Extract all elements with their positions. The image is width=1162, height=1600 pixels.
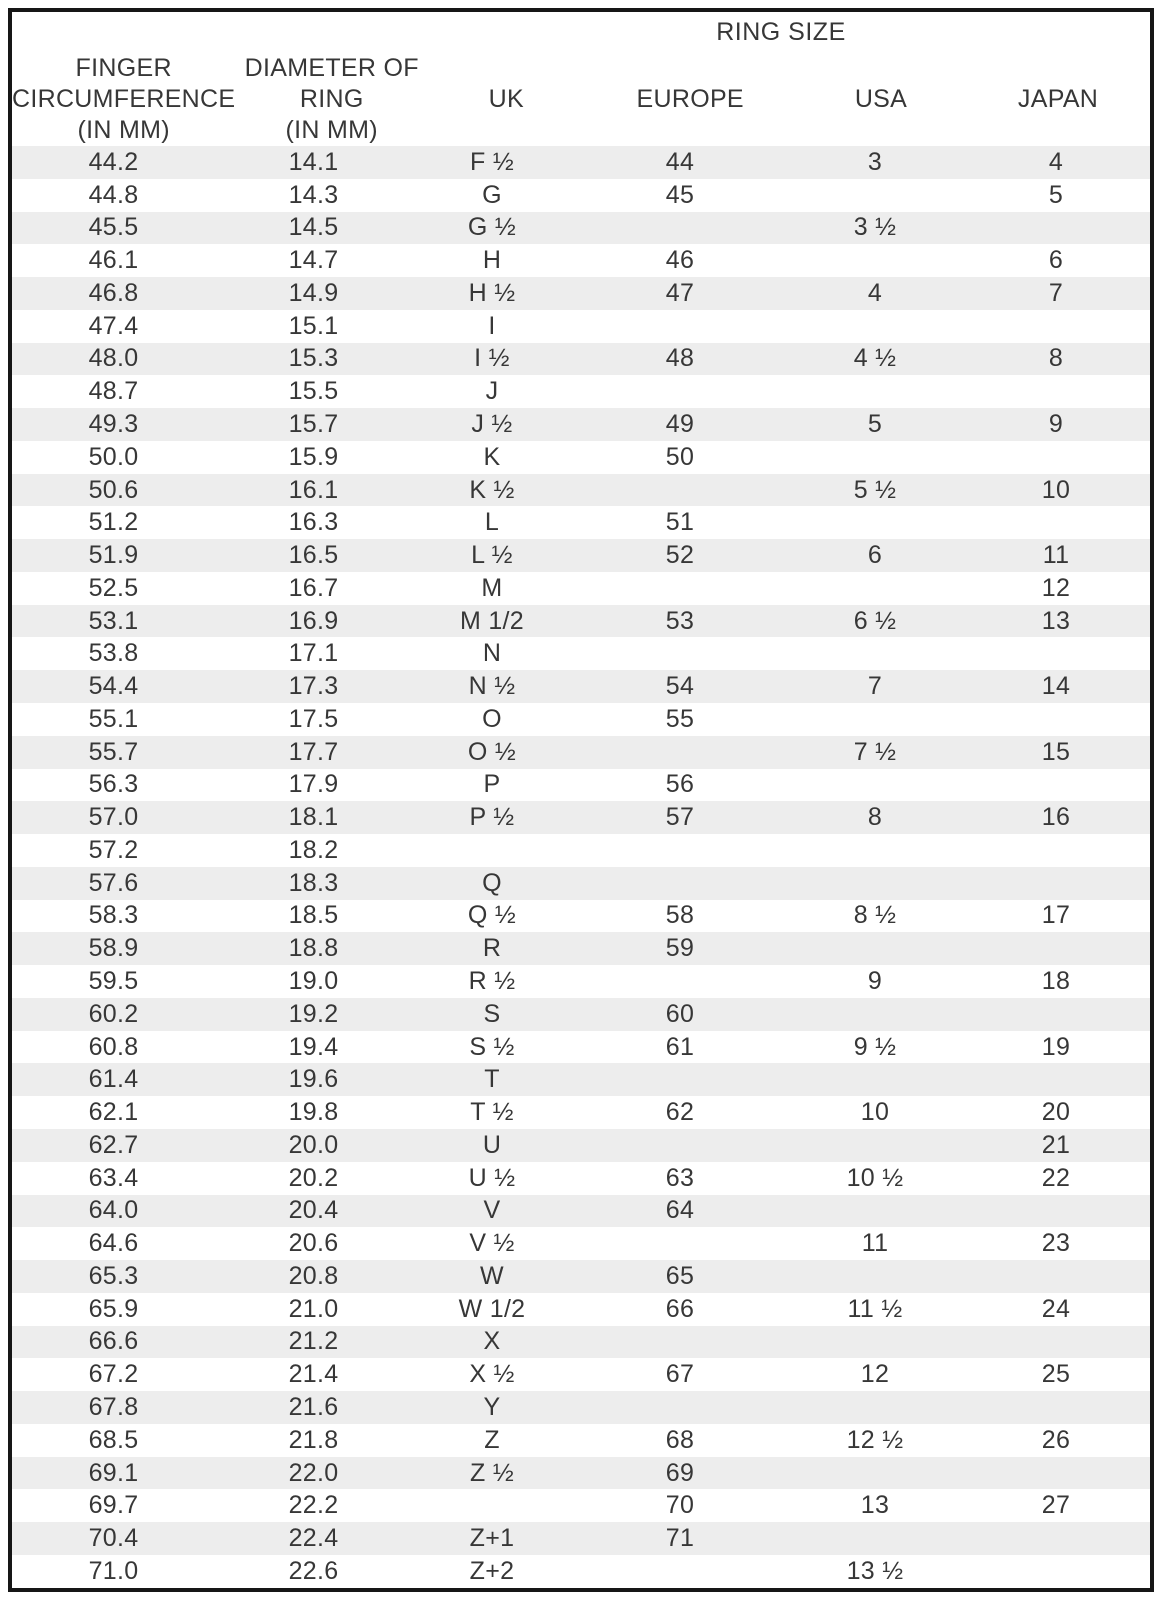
cell-uk-size: J — [485, 377, 499, 406]
cell-finger-circumference: 45.5 — [88, 213, 139, 242]
cell-uk-size: W 1/2 — [458, 1294, 526, 1323]
cell-europe-size: 44 — [665, 147, 695, 176]
cell-japan-size: 16 — [1041, 803, 1071, 832]
cell-uk-size: G ½ — [467, 213, 517, 242]
cell-ring-diameter: 14.3 — [288, 180, 339, 209]
cell-japan-size: 20 — [1041, 1098, 1071, 1127]
cell-ring-diameter: 17.3 — [288, 672, 339, 701]
cell-finger-circumference: 62.1 — [88, 1098, 139, 1127]
cell-europe-size: 57 — [665, 803, 695, 832]
cell-japan-size: 13 — [1041, 606, 1071, 635]
cell-ring-diameter: 16.9 — [288, 606, 339, 635]
cell-finger-circumference: 48.7 — [88, 377, 139, 406]
table-row — [12, 1031, 1150, 1064]
cell-europe-size: 69 — [665, 1458, 695, 1487]
cell-finger-circumference: 68.5 — [88, 1425, 139, 1454]
cell-finger-circumference: 71.0 — [88, 1556, 139, 1585]
column-header-line: USA — [854, 84, 908, 113]
cell-usa-size: 7 — [867, 672, 883, 701]
cell-finger-circumference: 55.1 — [88, 704, 139, 733]
cell-europe-size: 63 — [665, 1163, 695, 1192]
table-row — [12, 343, 1150, 376]
cell-uk-size: P — [483, 770, 501, 799]
cell-europe-size: 53 — [665, 606, 695, 635]
cell-uk-size: I — [488, 311, 496, 340]
cell-ring-diameter: 19.8 — [288, 1098, 339, 1127]
table-row — [12, 670, 1150, 703]
column-header-line: FINGER — [75, 53, 172, 82]
table-row — [12, 1555, 1150, 1588]
cell-uk-size: L — [484, 508, 500, 537]
table-row — [12, 637, 1150, 670]
cell-usa-size: 6 — [867, 541, 883, 570]
table-row — [12, 1260, 1150, 1293]
cell-finger-circumference: 55.7 — [88, 737, 139, 766]
cell-japan-size: 21 — [1041, 1130, 1071, 1159]
cell-ring-diameter: 21.2 — [288, 1327, 339, 1356]
cell-ring-diameter: 20.4 — [288, 1196, 339, 1225]
cell-europe-size: 59 — [665, 934, 695, 963]
column-header-line: EUROPE — [636, 84, 744, 113]
cell-europe-size: 54 — [665, 672, 695, 701]
table-row — [12, 867, 1150, 900]
table-row — [12, 1391, 1150, 1424]
cell-europe-size: 56 — [665, 770, 695, 799]
cell-europe-size: 64 — [665, 1196, 695, 1225]
column-header-line: JAPAN — [1017, 84, 1099, 113]
cell-usa-size: 5 — [867, 410, 883, 438]
cell-uk-size: T — [484, 1065, 500, 1094]
cell-japan-size: 27 — [1041, 1491, 1071, 1520]
cell-usa-size: 12 — [860, 1360, 890, 1389]
cell-usa-size: 3 — [867, 147, 883, 176]
cell-japan-size: 17 — [1041, 901, 1071, 930]
cell-ring-diameter: 14.1 — [288, 147, 339, 176]
cell-finger-circumference: 47.4 — [88, 311, 139, 340]
cell-uk-size: J ½ — [471, 410, 513, 438]
table-row — [12, 1293, 1150, 1326]
cell-usa-size: 12 ½ — [846, 1425, 904, 1454]
column-header-uk — [428, 84, 585, 115]
table-row — [12, 1227, 1150, 1260]
cell-japan-size: 9 — [1048, 410, 1064, 438]
cell-uk-size: V — [483, 1196, 501, 1225]
cell-ring-diameter: 20.8 — [288, 1261, 339, 1290]
column-header-line: UK — [488, 84, 524, 113]
table-row — [12, 932, 1150, 965]
cell-europe-size: 49 — [665, 410, 695, 438]
cell-europe-size: 60 — [665, 999, 695, 1028]
table-row — [12, 244, 1150, 277]
cell-ring-diameter: 15.9 — [288, 442, 339, 471]
cell-finger-circumference: 65.3 — [88, 1261, 139, 1290]
cell-europe-size: 70 — [665, 1491, 695, 1520]
cell-ring-diameter: 18.3 — [288, 868, 339, 897]
cell-uk-size: Q — [482, 868, 502, 897]
cell-finger-circumference: 67.8 — [88, 1392, 139, 1421]
cell-ring-diameter: 21.4 — [288, 1360, 339, 1389]
cell-finger-circumference: 62.7 — [88, 1130, 139, 1159]
cell-usa-size: 9 — [867, 967, 883, 996]
cell-usa-size: 10 — [860, 1098, 890, 1127]
table-row — [12, 179, 1150, 212]
cell-japan-size: 8 — [1048, 344, 1064, 373]
table-header — [12, 12, 1150, 146]
cell-uk-size: F ½ — [470, 147, 514, 176]
cell-ring-diameter: 15.3 — [288, 344, 339, 373]
cell-japan-size: 18 — [1041, 967, 1071, 996]
cell-europe-size: 45 — [665, 180, 695, 209]
cell-uk-size: S — [483, 999, 501, 1028]
cell-usa-size: 4 ½ — [853, 344, 897, 373]
cell-finger-circumference: 53.1 — [88, 606, 139, 635]
cell-europe-size: 67 — [665, 1360, 695, 1389]
cell-uk-size: M — [481, 573, 503, 602]
cell-japan-size: 4 — [1048, 147, 1064, 176]
table-row — [12, 965, 1150, 998]
page — [8, 8, 1154, 1592]
table-row — [12, 1063, 1150, 1096]
table-row — [12, 212, 1150, 245]
cell-ring-diameter: 19.2 — [288, 999, 339, 1028]
cell-ring-diameter: 17.9 — [288, 770, 339, 799]
cell-japan-size: 5 — [1048, 180, 1064, 209]
cell-ring-diameter: 15.7 — [288, 410, 339, 438]
cell-ring-diameter: 18.8 — [288, 934, 339, 963]
cell-finger-circumference: 52.5 — [88, 573, 139, 602]
table-row — [12, 1522, 1150, 1555]
cell-uk-size: K — [483, 442, 501, 471]
cell-europe-size: 68 — [665, 1425, 695, 1454]
cell-europe-size: 58 — [665, 901, 695, 930]
table-row — [12, 801, 1150, 834]
table-row — [12, 408, 1150, 441]
column-header-line: DIAMETER OF — [244, 53, 419, 82]
cell-ring-diameter: 19.4 — [288, 1032, 339, 1061]
table-row — [12, 1489, 1150, 1522]
cell-japan-size: 10 — [1041, 475, 1071, 504]
table-row — [12, 146, 1150, 179]
table-row — [12, 1096, 1150, 1129]
group-header-row — [12, 12, 1150, 52]
cell-uk-size: Z+2 — [469, 1556, 515, 1585]
cell-finger-circumference: 51.2 — [88, 508, 139, 537]
cell-finger-circumference: 60.8 — [88, 1032, 139, 1061]
table-row — [12, 1162, 1150, 1195]
cell-ring-diameter: 17.1 — [288, 639, 339, 668]
ring-size-group-header: RING SIZE — [716, 17, 846, 46]
cell-ring-diameter: 19.0 — [288, 967, 339, 996]
cell-ring-diameter: 20.2 — [288, 1163, 339, 1192]
cell-europe-size: 65 — [665, 1261, 695, 1290]
cell-europe-size: 66 — [665, 1294, 695, 1323]
cell-finger-circumference: 65.9 — [88, 1294, 139, 1323]
cell-uk-size: U — [482, 1130, 502, 1159]
cell-uk-size: U ½ — [468, 1163, 516, 1192]
cell-europe-size: 71 — [665, 1524, 695, 1553]
cell-ring-diameter: 18.2 — [288, 835, 339, 864]
cell-uk-size: R — [482, 934, 502, 963]
table-row — [12, 834, 1150, 867]
cell-finger-circumference: 46.8 — [88, 278, 139, 307]
cell-finger-circumference: 48.0 — [88, 344, 139, 373]
cell-uk-size: Q ½ — [467, 901, 517, 930]
cell-ring-diameter: 21.0 — [288, 1294, 339, 1323]
cell-japan-size: 6 — [1048, 246, 1064, 275]
cell-uk-size: X ½ — [469, 1360, 515, 1389]
cell-japan-size: 15 — [1041, 737, 1071, 766]
cell-uk-size: P ½ — [469, 803, 515, 832]
cell-europe-size: 55 — [665, 704, 695, 733]
cell-usa-size: 13 — [860, 1491, 890, 1520]
table-row — [12, 703, 1150, 736]
cell-uk-size: S ½ — [469, 1032, 515, 1061]
cell-finger-circumference: 46.1 — [88, 246, 139, 275]
cell-ring-diameter: 14.5 — [288, 213, 339, 242]
table-row — [12, 277, 1150, 310]
cell-ring-diameter: 17.7 — [288, 737, 339, 766]
cell-japan-size: 12 — [1041, 573, 1071, 602]
table-row — [12, 310, 1150, 343]
table-row — [12, 1358, 1150, 1391]
cell-ring-diameter: 15.1 — [288, 311, 339, 340]
cell-uk-size: T ½ — [470, 1098, 514, 1127]
cell-finger-circumference: 44.2 — [88, 147, 139, 176]
cell-japan-size: 11 — [1042, 541, 1070, 570]
cell-ring-diameter: 17.5 — [288, 704, 339, 733]
table-row — [12, 605, 1150, 638]
cell-japan-size: 7 — [1048, 278, 1064, 307]
cell-ring-diameter: 15.5 — [288, 377, 339, 406]
table-body — [12, 146, 1150, 1588]
table-row — [12, 1457, 1150, 1490]
column-header-ring-diameter — [235, 53, 428, 146]
cell-finger-circumference: 50.6 — [88, 475, 139, 504]
cell-finger-circumference: 58.3 — [88, 901, 139, 930]
column-header-usa — [796, 84, 966, 115]
cell-europe-size: 52 — [665, 541, 695, 570]
cell-europe-size: 50 — [665, 442, 695, 471]
cell-japan-size: 25 — [1041, 1360, 1071, 1389]
cell-finger-circumference: 63.4 — [88, 1163, 139, 1192]
column-header-line: (IN MM) — [77, 115, 170, 144]
cell-ring-diameter: 16.3 — [288, 508, 339, 537]
cell-finger-circumference: 70.4 — [88, 1524, 139, 1553]
cell-finger-circumference: 66.6 — [88, 1327, 139, 1356]
cell-ring-diameter: 16.1 — [288, 475, 339, 504]
table-row — [12, 769, 1150, 802]
cell-finger-circumference: 69.7 — [88, 1491, 139, 1520]
cell-europe-size: 46 — [665, 246, 695, 275]
cell-uk-size: X — [483, 1327, 501, 1356]
cell-europe-size: 51 — [665, 508, 695, 537]
cell-usa-size: 6 ½ — [853, 606, 897, 635]
cell-ring-diameter: 21.8 — [288, 1425, 339, 1454]
cell-japan-size: 23 — [1041, 1229, 1071, 1258]
cell-europe-size: 48 — [665, 344, 695, 373]
cell-finger-circumference: 67.2 — [88, 1360, 139, 1389]
column-headers-row — [12, 52, 1150, 146]
cell-uk-size: L ½ — [471, 541, 513, 570]
cell-ring-diameter: 16.5 — [288, 541, 339, 570]
cell-finger-circumference: 58.9 — [88, 934, 139, 963]
cell-europe-size: 62 — [665, 1098, 695, 1127]
cell-finger-circumference: 64.6 — [88, 1229, 139, 1258]
cell-usa-size: 7 ½ — [853, 737, 897, 766]
cell-uk-size: G — [482, 180, 502, 209]
cell-finger-circumference: 53.8 — [88, 639, 139, 668]
cell-uk-size: Z — [484, 1425, 500, 1454]
column-header-line: CIRCUMFERENCE — [12, 84, 236, 113]
cell-finger-circumference: 56.3 — [88, 770, 139, 799]
cell-usa-size: 13 ½ — [846, 1556, 904, 1585]
cell-uk-size: H — [482, 246, 502, 275]
cell-usa-size: 4 — [867, 278, 883, 307]
cell-usa-size: 5 ½ — [853, 475, 897, 504]
cell-uk-size: N ½ — [468, 672, 516, 701]
cell-ring-diameter: 18.5 — [288, 901, 339, 930]
cell-ring-diameter: 20.6 — [288, 1229, 339, 1258]
cell-usa-size: 11 — [861, 1229, 889, 1258]
cell-uk-size: Z ½ — [470, 1458, 514, 1487]
cell-uk-size: Z+1 — [469, 1524, 515, 1553]
cell-finger-circumference: 59.5 — [88, 967, 139, 996]
cell-ring-diameter: 22.4 — [288, 1524, 339, 1553]
cell-uk-size: M 1/2 — [459, 606, 525, 635]
cell-usa-size: 11 ½ — [847, 1294, 903, 1323]
cell-ring-diameter: 22.6 — [288, 1556, 339, 1585]
ring-size-conversion-table — [8, 8, 1154, 1592]
cell-ring-diameter: 21.6 — [288, 1392, 339, 1421]
cell-japan-size: 26 — [1041, 1425, 1071, 1454]
column-header-line: RING — [299, 84, 364, 113]
cell-usa-size: 8 — [867, 803, 883, 832]
cell-uk-size: V ½ — [469, 1229, 515, 1258]
table-row — [12, 736, 1150, 769]
column-header-finger-circumference — [12, 53, 235, 146]
cell-usa-size: 3 ½ — [853, 213, 897, 242]
cell-ring-diameter: 14.9 — [288, 278, 339, 307]
cell-japan-size: 14 — [1041, 672, 1071, 701]
cell-uk-size: W — [480, 1261, 504, 1290]
table-row — [12, 375, 1150, 408]
cell-uk-size: O ½ — [467, 737, 517, 766]
cell-europe-size: 61 — [665, 1032, 695, 1061]
cell-finger-circumference: 49.3 — [88, 410, 139, 438]
cell-ring-diameter: 16.7 — [288, 573, 339, 602]
cell-ring-diameter: 20.0 — [288, 1130, 339, 1159]
table-row — [12, 998, 1150, 1031]
cell-ring-diameter: 22.2 — [288, 1491, 339, 1520]
cell-finger-circumference: 50.0 — [88, 442, 139, 471]
cell-uk-size: H ½ — [468, 278, 516, 307]
cell-finger-circumference: 51.9 — [88, 541, 139, 570]
table-row — [12, 441, 1150, 474]
cell-finger-circumference: 57.0 — [88, 803, 139, 832]
cell-finger-circumference: 69.1 — [88, 1458, 139, 1487]
table-row — [12, 1424, 1150, 1457]
cell-japan-size: 19 — [1041, 1032, 1071, 1061]
cell-uk-size: Y — [483, 1392, 501, 1421]
cell-usa-size: 9 ½ — [853, 1032, 897, 1061]
cell-uk-size: N — [482, 639, 502, 668]
cell-uk-size: R ½ — [468, 967, 516, 996]
table-row — [12, 900, 1150, 933]
cell-finger-circumference: 64.0 — [88, 1196, 139, 1225]
cell-ring-diameter: 18.1 — [288, 803, 339, 832]
cell-japan-size: 24 — [1041, 1294, 1071, 1323]
table-row — [12, 1326, 1150, 1359]
cell-europe-size: 47 — [665, 278, 695, 307]
cell-ring-diameter: 22.0 — [288, 1458, 339, 1487]
cell-japan-size: 22 — [1041, 1163, 1071, 1192]
column-header-line: (IN MM) — [285, 115, 378, 144]
table-row — [12, 539, 1150, 572]
cell-uk-size: I ½ — [474, 344, 510, 373]
cell-ring-diameter: 19.6 — [288, 1065, 339, 1094]
table-row — [12, 1195, 1150, 1228]
table-row — [12, 474, 1150, 507]
cell-usa-size: 8 ½ — [853, 901, 897, 930]
cell-finger-circumference: 61.4 — [88, 1065, 139, 1094]
cell-usa-size: 10 ½ — [846, 1163, 904, 1192]
column-header-japan — [966, 84, 1150, 115]
cell-finger-circumference: 57.6 — [88, 868, 139, 897]
cell-finger-circumference: 57.2 — [88, 835, 139, 864]
table-row — [12, 1129, 1150, 1162]
table-row — [12, 572, 1150, 605]
cell-uk-size: O — [482, 704, 502, 733]
cell-finger-circumference: 54.4 — [88, 672, 139, 701]
column-header-europe — [585, 84, 796, 115]
cell-ring-diameter: 14.7 — [288, 246, 339, 275]
table-row — [12, 506, 1150, 539]
cell-finger-circumference: 60.2 — [88, 999, 139, 1028]
cell-uk-size: K ½ — [469, 475, 515, 504]
cell-finger-circumference: 44.8 — [88, 180, 139, 209]
